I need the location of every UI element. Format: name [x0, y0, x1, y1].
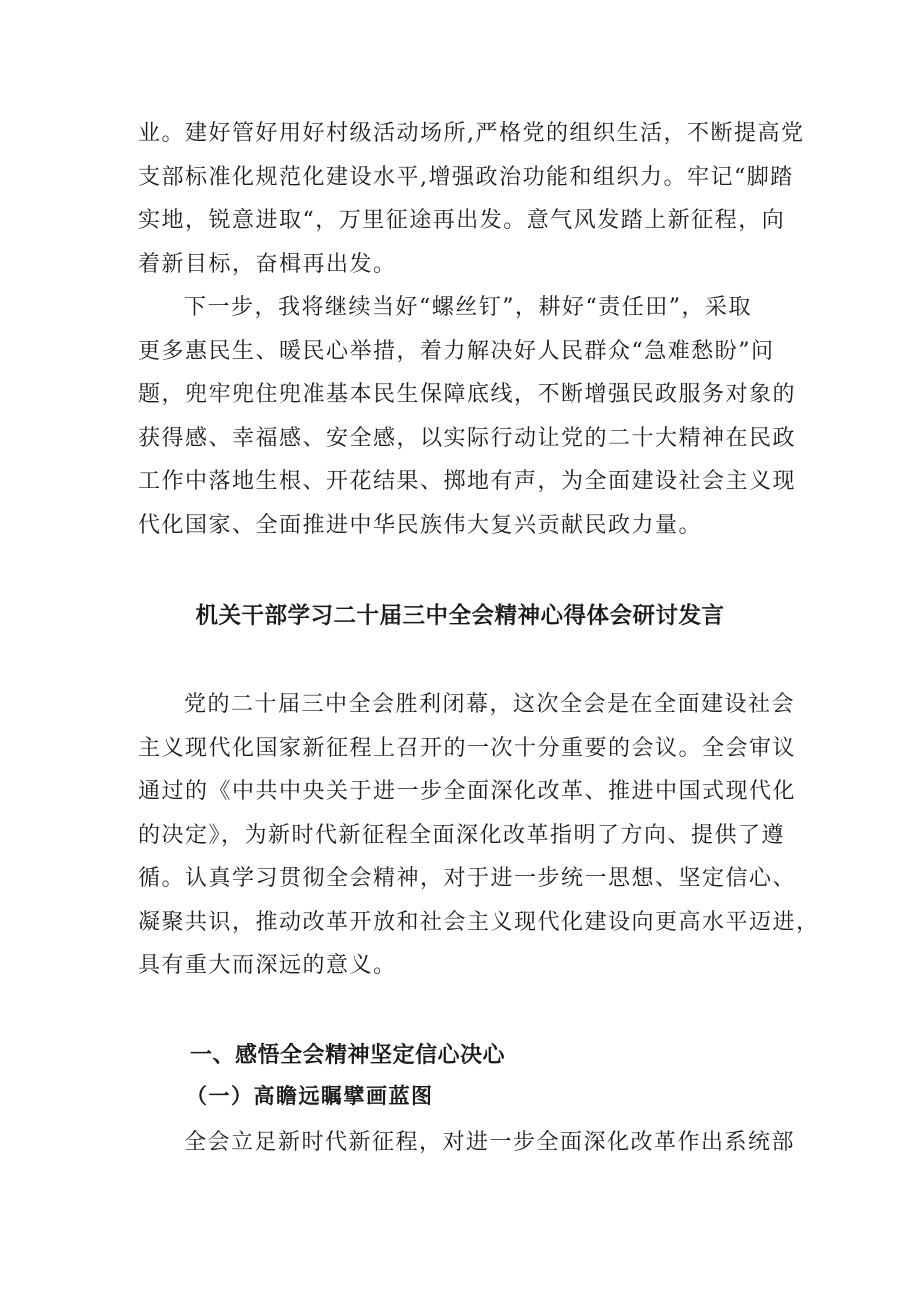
text-line: 代化国家、全面推进中华民族伟大复兴贡献民政力量。: [138, 512, 703, 538]
section-body-paragraph: [138, 1121, 798, 1165]
text-line: 具有重大而深远的意义。: [138, 953, 397, 978]
intro-paragraph: [138, 683, 820, 988]
text-line: 支部标准化规范化建设水平,增强政治功能和组织力。牢记“脚踏: [138, 164, 794, 190]
text-line: 更多惠民生、暖民心举措，着力解决好人民群众“急难愁盼”问: [138, 338, 775, 364]
document-title: 机关干部学习二十届三中全会精神心得体会研讨发言: [195, 603, 725, 629]
next-step-paragraph: [138, 286, 798, 547]
text-line: 主义现代化国家新征程上召开的一次十分重要的会议。全会审议: [138, 735, 797, 761]
text-line: 凝聚共识，推动改革开放和社会主义现代化建设向更高水平迈进，: [138, 909, 820, 935]
text-line: 下一步，我将继续当好“螺丝钉”，耕好“责任田”，采取: [184, 295, 752, 320]
text-line: 工作中落地生根、开花结果、掷地有声，为全面建设社会主义现: [138, 469, 797, 494]
text-line: 全会立足新时代新征程，对进一步全面深化改革作出系统部: [184, 1130, 796, 1155]
text-line: 获得感、幸福感、安全感，以实际行动让党的二十大精神在民政: [138, 425, 797, 451]
previous-paragraph: [138, 112, 805, 286]
text-line: 实地，锐意进取“，万里征途再出发。意气风发踏上新征程，向: [138, 208, 786, 233]
text-line: 党的二十届三中全会胜利闭幕，这次全会是在全面建设社会: [184, 692, 796, 717]
subsection-heading: （一）高瞻远瞩擘画蓝图: [186, 1083, 434, 1108]
text-line: 的决定》，为新时代新征程全面深化改革指明了方向、提供了遵: [138, 822, 786, 848]
text-line: 通过的《中共中央关于进一步全面深化改革、推进中国式现代化: [138, 779, 797, 804]
text-line: 业。建好管好用好村级活动场所,严格党的组织生活，不断提高党: [138, 121, 805, 146]
text-line: 着新目标，奋楫再出发。: [138, 251, 397, 277]
text-line: 题，兜牢兜住兜准基本民生保障底线，不断增强民政服务对象的: [138, 382, 797, 407]
text-line: 循。认真学习贯彻全会精神，对于进一步统一思想、坚定信心、: [138, 866, 797, 891]
section-heading: 一、感悟全会精神坚定信心决心: [190, 1043, 506, 1068]
